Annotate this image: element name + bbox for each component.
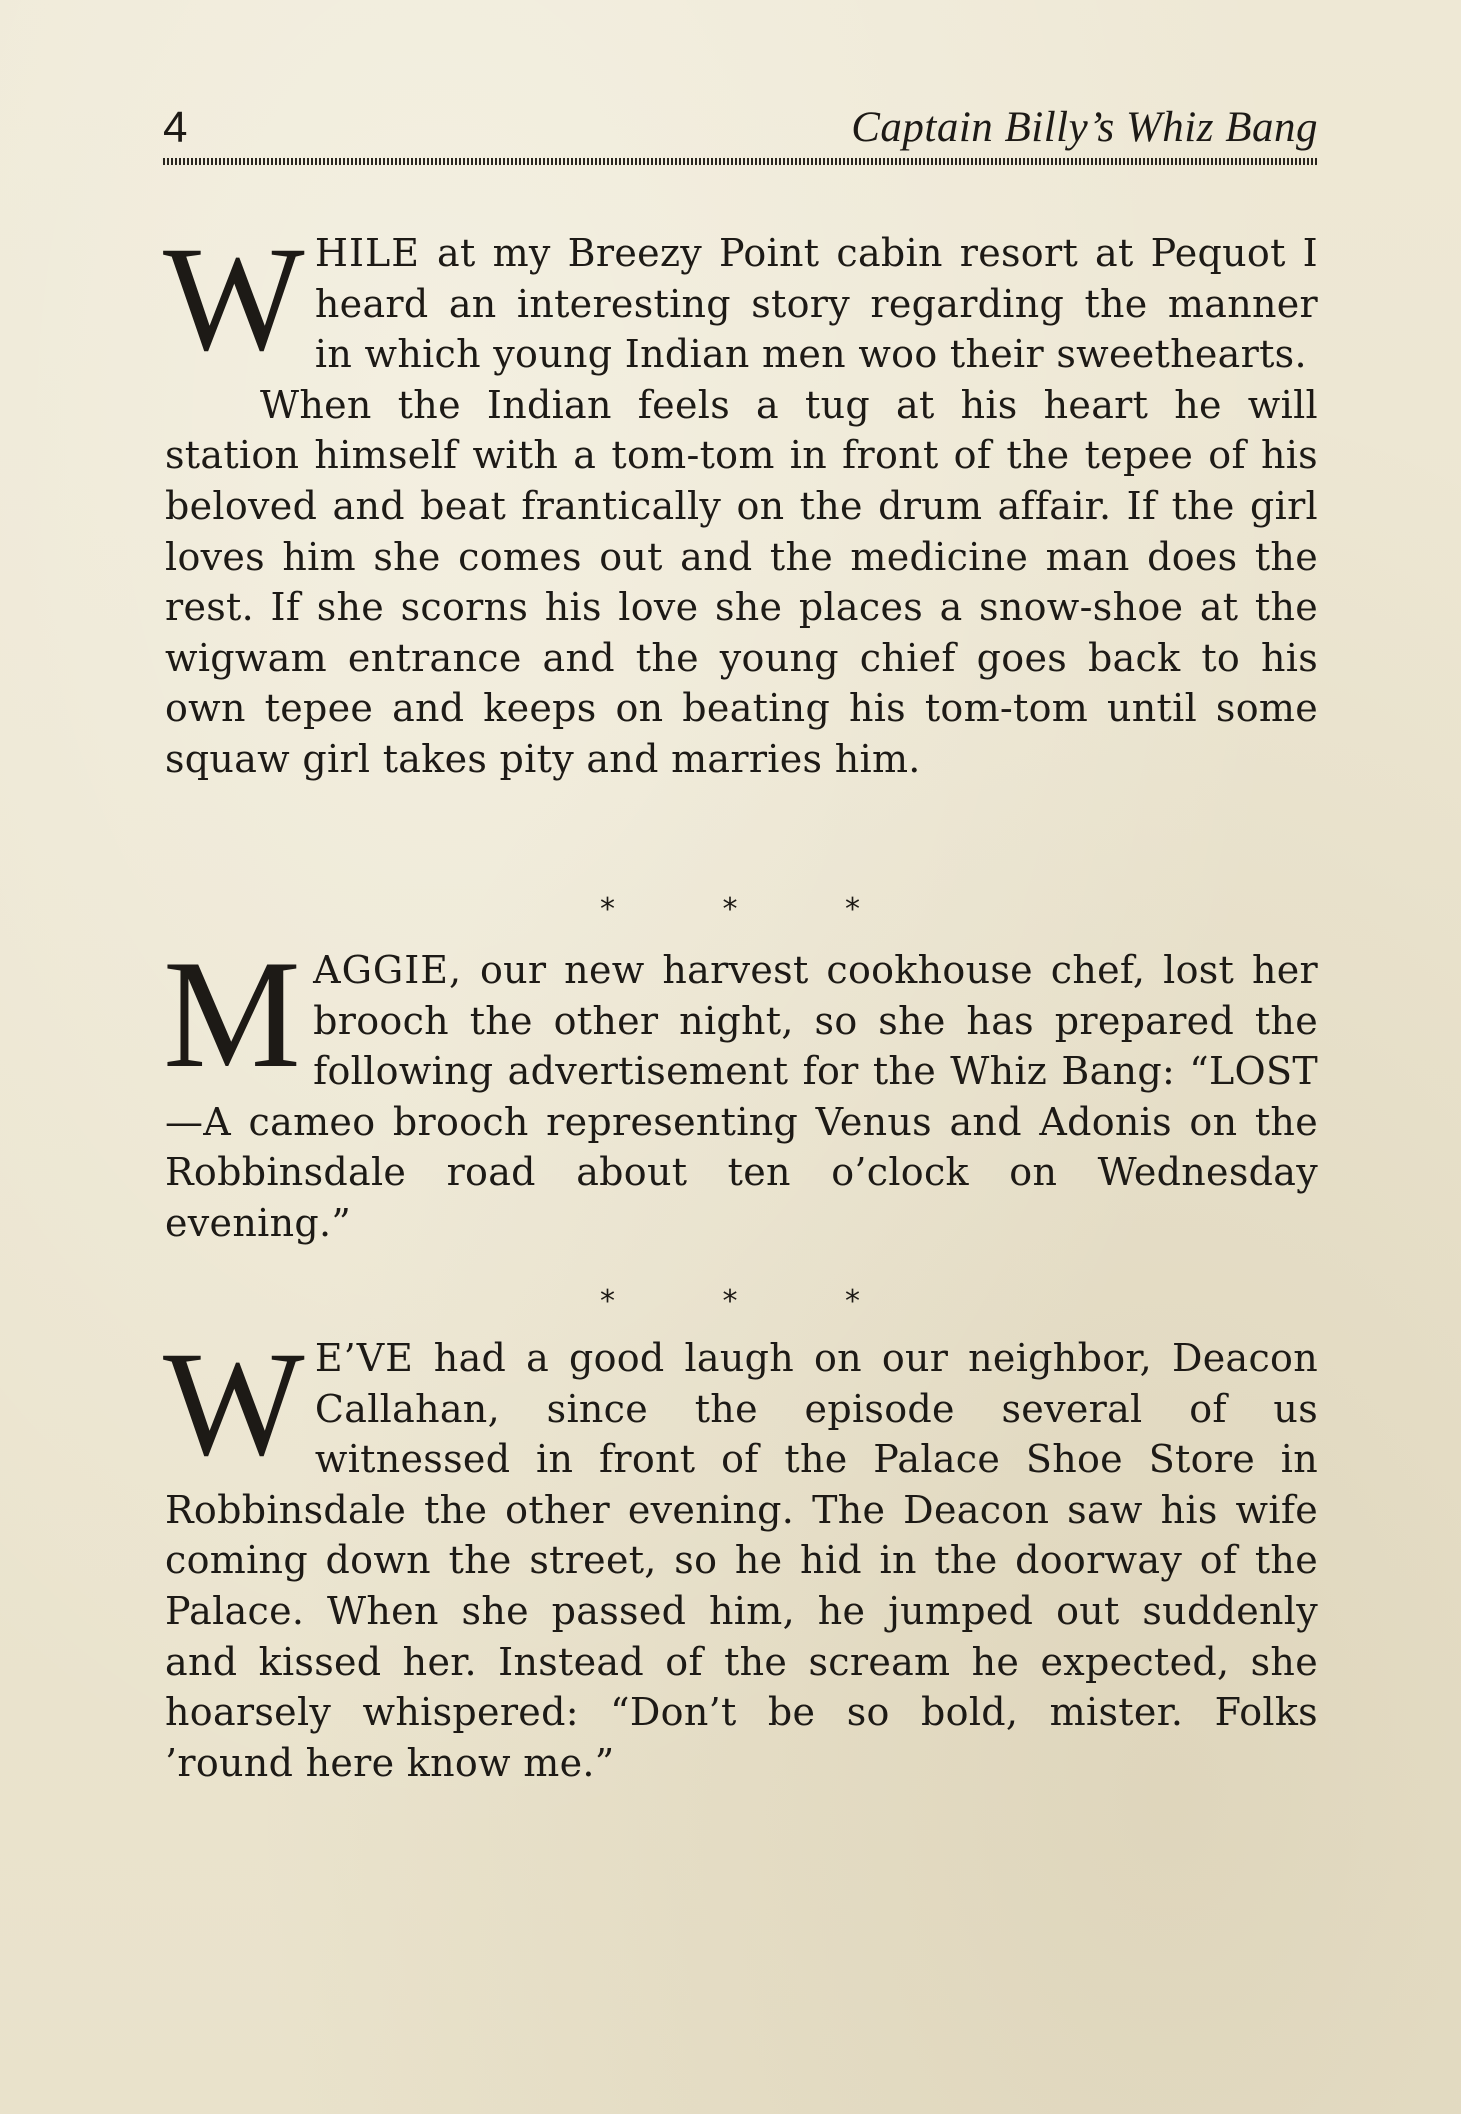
asterisk: * [845, 1284, 860, 1319]
story-breezy-point [163, 216, 1318, 785]
drop-cap: W [163, 216, 305, 382]
paragraph-text: our new harvest cookhouse chef, lost her brooch the other night, so she has prepared the following advertisement for the Whiz Bang: “LOST—A cameo brooch representing Venus and Adonis on the Robbinsdale road about ten o’clock on Wednesday evening.” [165, 948, 1318, 1245]
story-paragraph [163, 1321, 1318, 1788]
lead-word: AGGIE, [313, 948, 463, 992]
story-paragraph [163, 928, 1318, 1249]
asterisk: * [722, 1284, 738, 1319]
lead-word: HILE [314, 231, 421, 275]
lead-word: E’VE [314, 1336, 414, 1380]
story-maggie-brooch [163, 928, 1318, 1249]
asterisk: * [600, 1284, 615, 1319]
paragraph-text: had a good laugh on our neighbor, Deacon Callahan, since the episode several of us witnessed in front of the Palace Shoe Store in Robbinsdale the other evening. The Deacon saw his wife coming down the street, so he hid in the doorway of the Palace. When she passed him, he jumped out suddenly and kissed her. Instead of the scream he expected, she hoarsely whispered: “Don’t be so bold, mister. Folks ’round here know me.” [165, 1336, 1318, 1785]
paragraph-text: at my Breezy Point cabin resort at Pequot I heard an interesting story regarding the manner in which young Indian men woo their sweethearts. [314, 231, 1318, 377]
asterisk: * [845, 892, 860, 927]
story-paragraph [163, 216, 1318, 382]
story-deacon-callahan [163, 1321, 1318, 1788]
header-rule [163, 158, 1318, 165]
drop-cap: W [163, 1321, 305, 1487]
page-number: 4 [163, 103, 188, 152]
drop-cap: M [163, 928, 302, 1100]
running-title: Captain Billy’s Whiz Bang [851, 104, 1318, 151]
page-header [163, 98, 1318, 162]
story-paragraph: When the Indian feels a tug at his heart he will station himself with a tom-tom in front of the tepee of his beloved and beat frantically on the drum affair. If the girl loves him she comes out and the medicine man does the rest. If she scorns his love she places a snow-shoe at the wigwam entrance and the young chief goes back to his own tepee and keeps on beating his tom-tom until some squaw girl takes pity and marries him. [165, 382, 1318, 781]
asterisk: * [600, 892, 615, 927]
section-separator [600, 890, 860, 930]
asterisk: * [722, 892, 738, 927]
section-separator [600, 1282, 860, 1322]
